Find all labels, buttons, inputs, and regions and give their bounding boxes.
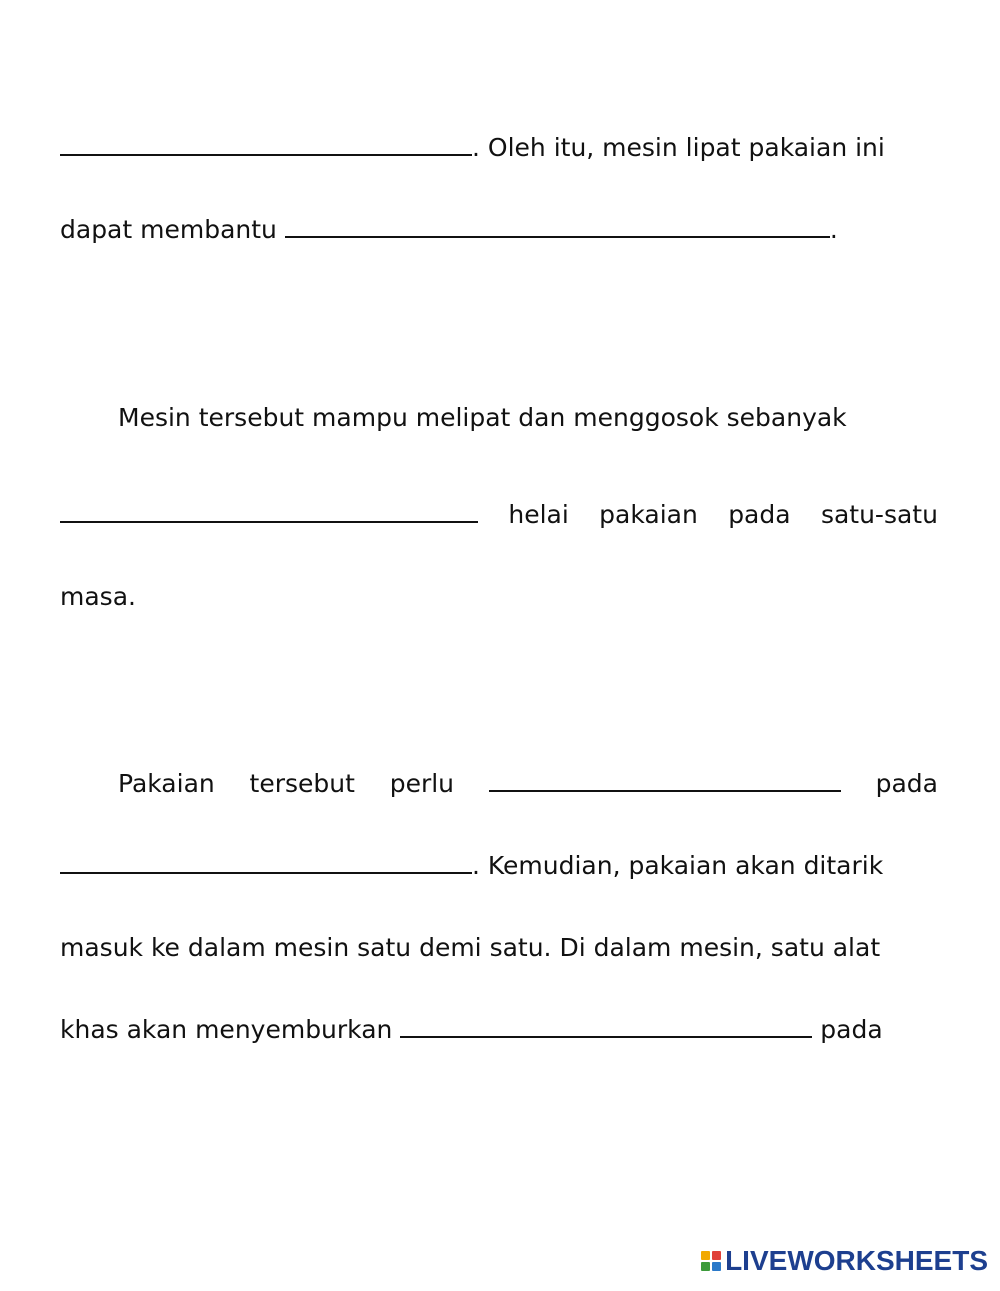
p3-word-3: perlu	[389, 769, 455, 798]
p1-line-2-after: .	[829, 215, 838, 244]
answer-blank-3[interactable]	[60, 495, 478, 523]
liveworksheets-logo-icon	[701, 1251, 721, 1271]
logo-square-2	[712, 1251, 721, 1260]
p1-line-1	[60, 128, 938, 168]
p2-line-1	[60, 398, 938, 438]
logo-square-4	[712, 1262, 721, 1271]
p3-line-2	[60, 846, 938, 886]
answer-blank-4[interactable]	[489, 764, 841, 792]
p3-word-2: tersebut	[249, 769, 355, 798]
p1-line-2	[60, 210, 938, 250]
p3-line-2-text: . Kemudian, pakaian akan ditarik	[472, 851, 884, 880]
p1-line-2-before: dapat membantu	[60, 215, 277, 244]
answer-blank-6[interactable]	[400, 1010, 812, 1038]
p2-line-2	[60, 495, 938, 535]
p3-line-3-text: masuk ke dalam mesin satu demi satu. Di dalam mesin, satu alat	[60, 933, 881, 962]
p2-word-2: pakaian	[599, 500, 698, 529]
p3-line-1-after: pada	[875, 769, 938, 798]
p3-line-3	[60, 928, 938, 968]
p2-word-1: helai	[508, 500, 569, 529]
p3-line-4	[60, 1010, 938, 1050]
p3-word-1: Pakaian	[118, 769, 215, 798]
logo-square-3	[701, 1262, 710, 1271]
p2-line-1-text: Mesin tersebut mampu melipat dan menggosok sebanyak	[118, 403, 847, 432]
p2-line-3-text: masa.	[60, 582, 136, 611]
answer-blank-2[interactable]	[285, 210, 830, 238]
p2-line-3	[60, 577, 938, 617]
liveworksheets-logo	[701, 1245, 988, 1277]
p1-line-1-text: . Oleh itu, mesin lipat pakaian ini	[472, 133, 885, 162]
logo-square-1	[701, 1251, 710, 1260]
p2-word-3: pada	[728, 500, 791, 529]
p3-line-1	[118, 764, 938, 804]
p2-word-4: satu-satu	[820, 500, 938, 529]
answer-blank-5[interactable]	[60, 846, 472, 874]
answer-blank-1[interactable]	[60, 128, 472, 156]
p3-line-4-after: pada	[820, 1015, 883, 1044]
logo-text: LIVEWORKSHEETS	[725, 1245, 988, 1276]
p3-line-4-before: khas akan menyemburkan	[60, 1015, 393, 1044]
